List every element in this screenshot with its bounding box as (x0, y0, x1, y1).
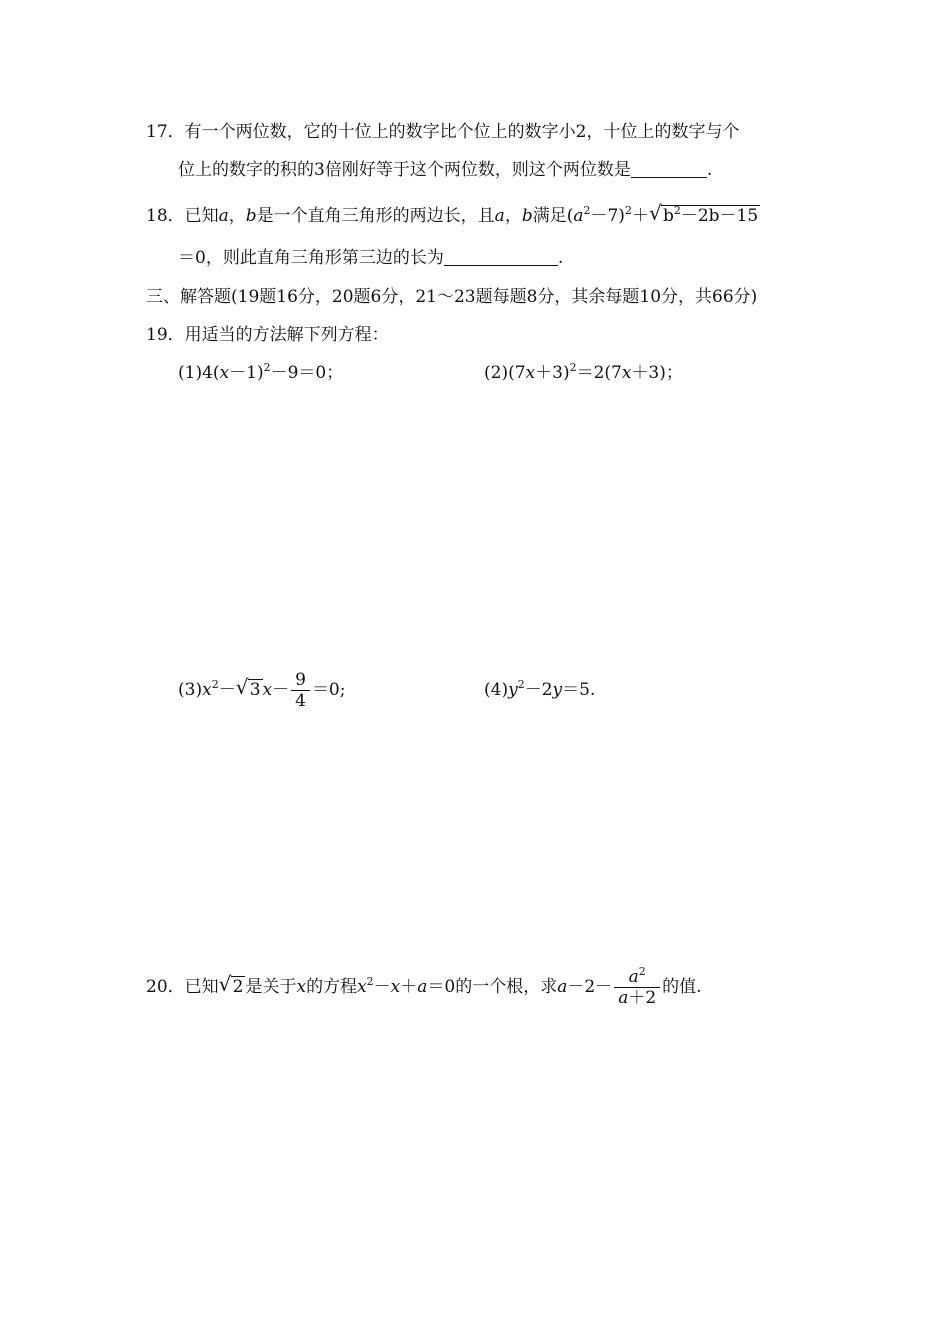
separator: ， (228, 206, 246, 226)
variable: x (262, 680, 273, 700)
question-18-line-1 (146, 201, 760, 228)
operator: － (218, 680, 236, 700)
math-text: (2)(7 (484, 363, 526, 383)
square-root (218, 972, 246, 999)
question-number: 20． (146, 977, 185, 997)
radicand-rest: －2b－15 (680, 206, 759, 226)
math-text: ＋3) (535, 363, 570, 383)
question-text: 已知 (184, 977, 219, 997)
variable: x (219, 363, 230, 383)
variable: x (202, 680, 212, 700)
math-text: ＋2 (628, 988, 657, 1008)
fraction-denominator: 4 (291, 690, 310, 711)
question-text: 是关于 (245, 977, 297, 997)
question-text: 有一个两位数，它的十位上的数字比个位上的数字小2，十位上的数字与个 (184, 122, 740, 142)
separator: ， (504, 206, 522, 226)
question-text: 的值. (662, 977, 702, 997)
question-text: 是一个直角三角形的两边长，且 (256, 206, 495, 226)
math-text: ＝5. (562, 680, 596, 700)
variable: y (552, 680, 563, 700)
equation-1 (178, 361, 343, 385)
answer-blank (444, 249, 558, 266)
math-text: －7) (590, 206, 625, 226)
math-text: ＝2(7 (576, 363, 622, 383)
math-text: ＝0; (311, 680, 346, 700)
period: . (706, 160, 713, 180)
answer-blank (631, 161, 707, 178)
variable: b (245, 206, 257, 226)
question-number: 17． (146, 122, 185, 142)
exponent: 2 (638, 965, 646, 978)
question-text: ＝0，则此直角三角形第三边的长为 (178, 248, 444, 268)
variable: a (628, 967, 639, 987)
question-18-line-2 (178, 246, 563, 270)
question-text: 位上的数字的积的3倍刚好等于这个两位数，则这个两位数是 (178, 160, 631, 180)
exponent: 2 (211, 678, 219, 691)
question-17-line-2 (178, 158, 712, 182)
operator: － (373, 977, 391, 997)
variable: x (390, 977, 401, 997)
exponent: 2 (673, 204, 681, 217)
square-root (648, 201, 760, 228)
radicand: 3 (249, 680, 261, 700)
variable: b (521, 206, 533, 226)
question-19-title (146, 323, 389, 347)
fraction (291, 670, 310, 711)
variable: a (218, 206, 229, 226)
exponent: 2 (366, 975, 374, 988)
exponent: 2 (263, 361, 271, 374)
variable: x (357, 977, 367, 997)
math-text: －1) (229, 363, 264, 383)
section-heading: 三、解答题(19题16分，20题6分，21～23题每题8分，其余每题10分，共66分) (146, 287, 758, 307)
math-text: －2 (524, 680, 553, 700)
question-number: 18． (146, 206, 185, 226)
question-17-line-1 (146, 120, 739, 144)
variable: a (494, 206, 505, 226)
math-text: (3) (178, 680, 203, 700)
operator: ＋ (631, 206, 649, 226)
variable: a (618, 988, 629, 1008)
variable: a (573, 206, 584, 226)
math-text: ＋3)； (631, 363, 683, 383)
radical-sign-icon: √ (235, 675, 249, 699)
operator: － (272, 680, 290, 700)
fraction-denominator (614, 987, 660, 1008)
question-text: 的方程 (306, 977, 358, 997)
math-text: －2－ (567, 977, 613, 997)
fraction (614, 967, 660, 1008)
exponent: 2 (624, 204, 632, 217)
variable: x (525, 363, 536, 383)
variable: x (621, 363, 632, 383)
variable: x (296, 977, 307, 997)
exponent: 2 (583, 204, 591, 217)
exponent: 2 (569, 361, 577, 374)
variable: a (417, 977, 428, 997)
exponent: 2 (517, 678, 525, 691)
equation-3 (178, 668, 345, 712)
radicand-var: b (662, 206, 674, 226)
operator: ＋ (400, 977, 418, 997)
fraction-numerator: 9 (295, 670, 306, 690)
variable: a (557, 977, 568, 997)
math-text: (4) (484, 680, 509, 700)
radicand: 2 (232, 977, 244, 997)
question-text: 已知 (184, 206, 219, 226)
variable: y (508, 680, 518, 700)
radical-sign-icon: √ (218, 972, 232, 996)
radicand (661, 205, 760, 226)
question-number: 19． (146, 325, 185, 345)
equation-2 (484, 361, 683, 385)
question-20 (146, 965, 702, 1009)
question-text: 用适当的方法解下列方程： (184, 325, 389, 345)
fraction-numerator (625, 967, 650, 987)
equation-4 (484, 678, 595, 702)
math-text: －9＝0； (270, 363, 344, 383)
question-text: 满足( (532, 206, 574, 226)
period: . (557, 248, 564, 268)
radical-sign-icon: √ (648, 201, 662, 225)
question-text: ＝0的一个根，求 (427, 977, 558, 997)
math-text: (1)4( (178, 363, 220, 383)
square-root (235, 675, 263, 702)
